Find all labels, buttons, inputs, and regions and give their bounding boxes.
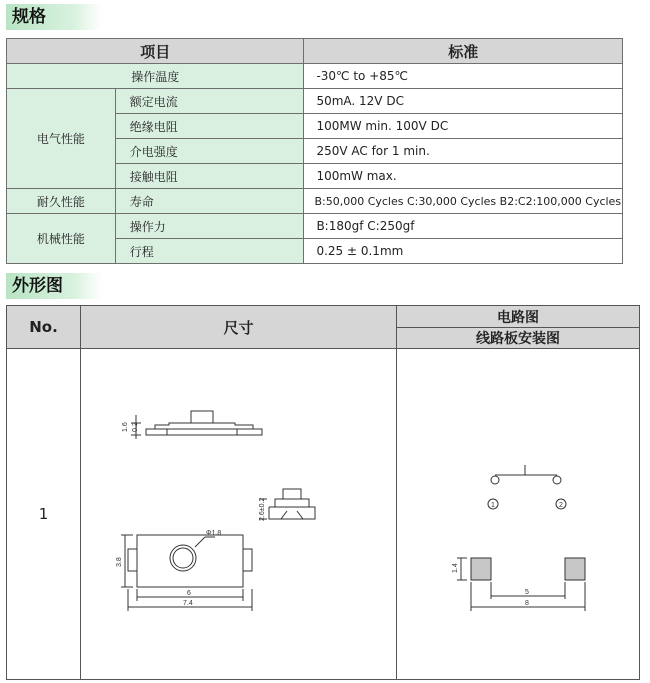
size-drawing-cell <box>81 349 397 680</box>
insulation-label: 绝缘电阻 <box>115 114 304 139</box>
dim-end-h: 2.6±0.2 <box>259 497 267 521</box>
durability-label: 耐久性能 <box>7 189 116 214</box>
dim-inner-width: 6 <box>187 590 191 597</box>
op-temp-label: 操作温度 <box>7 64 304 89</box>
contact-res-value: 100mW max. <box>304 164 623 189</box>
mechanical-label: 机械性能 <box>7 214 116 264</box>
pcb-gap-width: 5 <box>525 589 529 596</box>
size-drawing <box>81 349 395 675</box>
header-circuit: 电路图 <box>397 306 640 328</box>
header-standard: 标准 <box>304 39 623 64</box>
life-label: 寿命 <box>115 189 304 214</box>
pin-1-label: 1 <box>491 502 495 509</box>
header-pcb: 线路板安装图 <box>397 328 640 349</box>
op-temp-value: -30℃ to +85℃ <box>304 64 623 89</box>
dielectric-value: 250V AC for 1 min. <box>304 139 623 164</box>
header-size: 尺寸 <box>81 306 397 349</box>
force-label: 操作力 <box>115 214 304 239</box>
rated-current-label: 额定电流 <box>115 89 304 114</box>
spec-section-title: 规格 <box>6 4 102 30</box>
travel-value: 0.25 ± 0.1mm <box>304 239 623 264</box>
pcb-total-width: 8 <box>525 600 529 607</box>
dim-side-h2: 0.2 <box>132 422 140 432</box>
dim-height: 3.8 <box>116 557 124 567</box>
spec-table <box>6 38 623 264</box>
dielectric-label: 介电强度 <box>115 139 304 164</box>
pcb-pads <box>471 558 585 580</box>
insulation-value: 100MW min. 100V DC <box>304 114 623 139</box>
travel-label: 行程 <box>115 239 304 264</box>
header-no: No. <box>7 306 81 349</box>
circuit-drawing <box>397 349 638 675</box>
circuit-drawing-cell <box>397 349 640 680</box>
header-item: 项目 <box>7 39 304 64</box>
dim-outer-width: 7.4 <box>183 600 193 607</box>
outline-section-title: 外形图 <box>6 273 102 299</box>
life-value: B:50,000 Cycles C:30,000 Cycles B2:C2:100,000 Cycles <box>304 189 623 214</box>
row-number: 1 <box>7 349 81 680</box>
side-view <box>131 411 262 439</box>
circuit-symbol <box>488 465 566 509</box>
pcb-pad-height: 1.4 <box>452 563 459 573</box>
rated-current-value: 50mA. 12V DC <box>304 89 623 114</box>
dimension-table <box>6 305 640 680</box>
pin-2-label: 2 <box>559 502 563 509</box>
contact-res-label: 接触电阻 <box>115 164 304 189</box>
dim-side-h1: 1.6 <box>122 422 130 432</box>
force-value: B:180gf C:250gf <box>304 214 623 239</box>
dim-diameter: Φ1.8 <box>206 530 222 537</box>
electrical-label: 电气性能 <box>7 89 116 189</box>
end-view <box>259 489 315 519</box>
